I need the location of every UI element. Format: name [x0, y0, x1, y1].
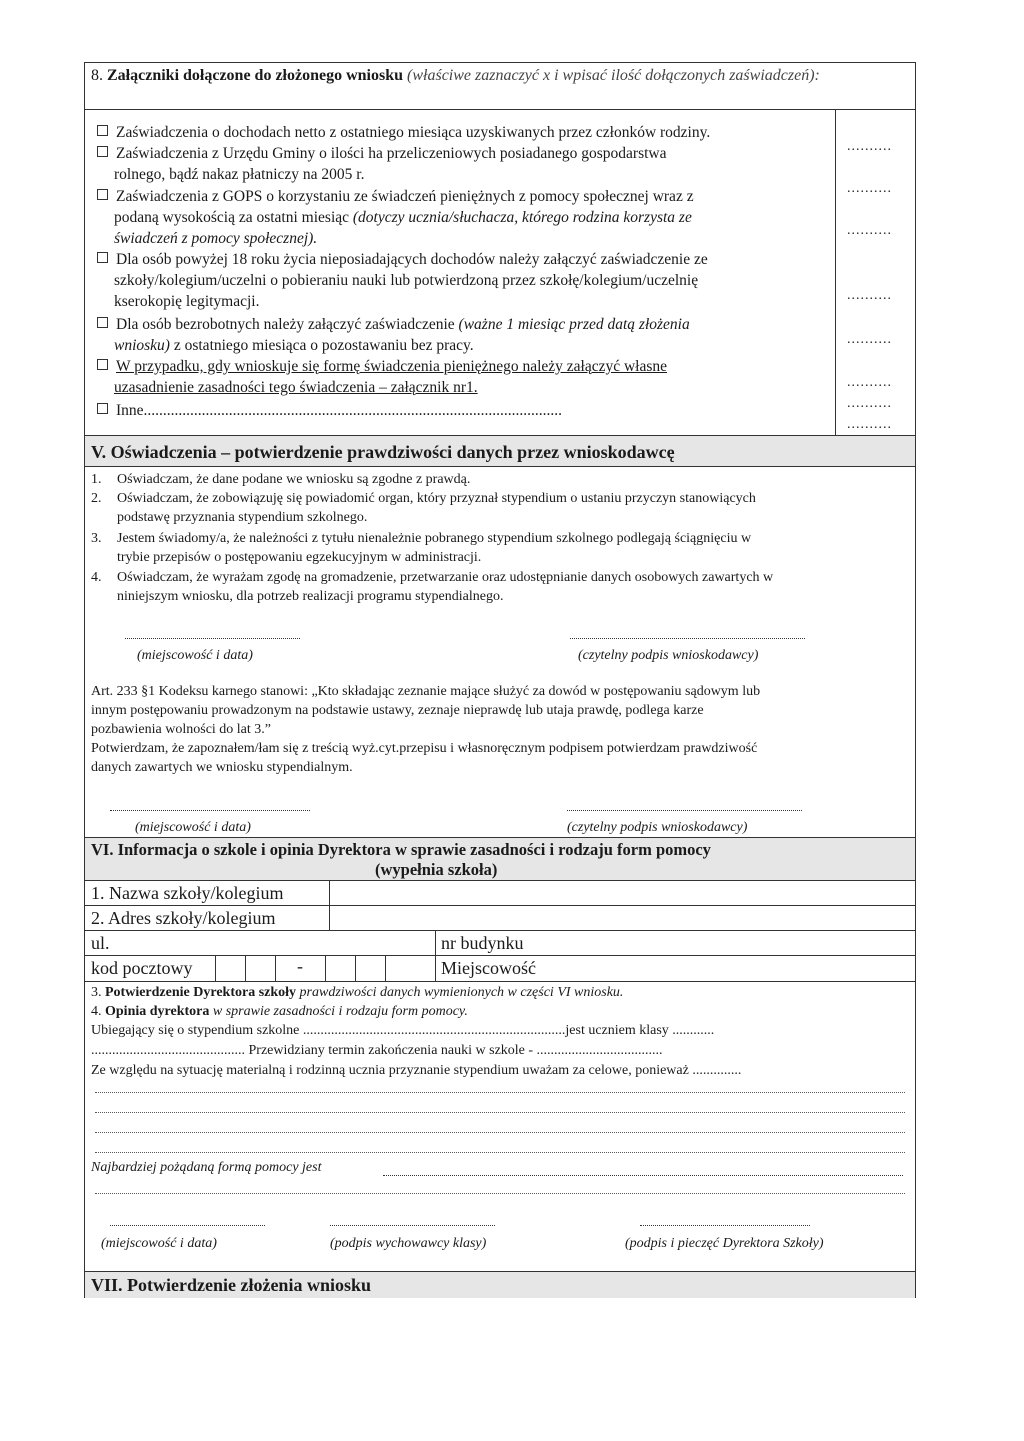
attachment-item-farm[interactable] [97, 144, 667, 163]
attachment-label-cont: kserokopię legitymacji. [114, 293, 260, 310]
applicant-signature-label-2: (czytelny podpis wnioskodawcy) [567, 820, 748, 835]
director-signature-field[interactable] [640, 1225, 810, 1226]
attachment-label-cont [114, 208, 692, 227]
attachment-label-note: (dotyczy ucznia/słuchacza, którego rodzina korzysta ze [352, 209, 692, 226]
place-date-label-2: (miejscowość i data) [135, 820, 251, 835]
statement-number: 4. [91, 570, 102, 585]
attachments-note: (właściwe zaznaczyć x i wpisać ilość dołączonych zaświadczeń): [407, 67, 820, 84]
place-date-label: (miejscowość i data) [137, 648, 253, 663]
applicant-signature-label: (czytelny podpis wnioskodawcy) [578, 648, 759, 663]
attachment-label-cont [114, 336, 474, 355]
point-bold: Potwierdzenie Dyrektora szkoły [105, 985, 297, 1000]
attachment-label-note: (ważne 1 miesiąc przed datą złożenia [458, 316, 690, 333]
attachment-label: Zaświadczenia z GOPS o korzystaniu ze świadczeń pieniężnych z pomocy społecznej wraz z [116, 188, 694, 205]
attachment-item-other[interactable] [97, 401, 562, 420]
director-signature-label: (podpis i pieczęć Dyrektora Szkoły) [625, 1236, 824, 1251]
art233-text-cont: innym postępowaniu prowadzonym na podstawie ustawy, zeznaje nieprawdę lub utaja prawdę, podlega karze [91, 703, 704, 718]
checkbox-icon[interactable] [97, 317, 108, 328]
preferred-aid-label: Najbardziej pożądaną formą pomocy jest [91, 1160, 322, 1175]
statement-number: 1. [91, 472, 102, 487]
statement-text-cont: podstawę przyznania stypendium szkolnego. [117, 510, 368, 525]
section-vii-title: VII. Potwierdzenie złożenia wniosku [91, 1275, 371, 1295]
attachment-item-justification[interactable] [97, 357, 667, 376]
school-name-input[interactable] [330, 881, 915, 905]
teacher-signature-field[interactable] [330, 1225, 495, 1226]
count-field-over18[interactable]: .......... [847, 288, 892, 303]
attachment-label-note: wniosku) [114, 337, 170, 354]
section-vi-title: VI. Informacja o szkole i opinia Dyrektora w sprawie zasadności i rodzaju form pomocy [91, 840, 711, 859]
attachments-title [91, 66, 901, 86]
point-number: 4. [91, 1004, 105, 1019]
art233-text-cont: pozbawienia wolności do lat 3.” [91, 722, 272, 737]
checkbox-icon[interactable] [97, 125, 108, 136]
attachment-label-cont: rolnego, bądź nakaz płatniczy na 2005 r. [114, 166, 365, 183]
justification-field-2[interactable] [95, 1112, 905, 1113]
attachment-label-cont: świadczeń z pomocy społecznej). [114, 230, 318, 247]
attachment-label-part: podaną wysokością za ostatni miesiąc [114, 209, 353, 226]
attachment-label: Inne............................................................................................................ [116, 402, 563, 419]
preferred-aid-field[interactable] [383, 1175, 903, 1176]
count-field-gops[interactable]: .......... [847, 223, 892, 238]
justification-field-1[interactable] [95, 1092, 905, 1093]
preferred-aid-field-2[interactable] [95, 1193, 905, 1194]
checkbox-icon[interactable] [97, 252, 108, 263]
attachment-label: Zaświadczenia o dochodach netto z ostatniego miesiąca uzyskiwanych przez członków rodziny. [116, 124, 711, 141]
statement-number: 2. [91, 491, 102, 506]
applicant-class-line[interactable]: Ubiegający się o stypendium szkolne ...........................................................................jest uczniem klasy ............ [91, 1023, 715, 1038]
place-date-field-3[interactable] [110, 1225, 265, 1226]
count-field-extra[interactable]: .......... [847, 417, 892, 432]
form-page [84, 62, 916, 1298]
street-label: ul. [91, 933, 110, 953]
statement-text: Oświadczam, że wyrażam zgodę na gromadzenie, przetwarzanie oraz udostępnianie danych osobowych zawartych w [117, 570, 774, 585]
attachment-item-gops[interactable] [97, 187, 694, 206]
point-bold: Opinia dyrektora [105, 1004, 210, 1019]
attachment-label: Dla osób bezrobotnych należy załączyć zaświadczenie [116, 316, 459, 333]
count-field-income[interactable]: .......... [847, 139, 892, 154]
attachment-label: W przypadku, gdy wnioskuje się formę świadczenia pieniężnego należy załączyć własne [116, 358, 668, 375]
attachment-item-unemployed[interactable] [97, 315, 690, 334]
attachments-heading: Załączniki dołączone do złożonego wniosku [107, 67, 404, 84]
count-field-justification[interactable]: .......... [847, 375, 892, 390]
statement-text: Oświadczam, że zobowiązuję się powiadomić organ, który przyznał stypendium o ustaniu przyczyn stanowiących [117, 491, 756, 506]
place-date-label-3: (miejscowość i data) [101, 1236, 217, 1251]
count-field-farm[interactable]: .......... [847, 181, 892, 196]
art233-text: Art. 233 §1 Kodeksu karnego stanowi: „Kto składając zeznanie mające służyć za dowód w postępowaniu sądowym lub [91, 684, 761, 699]
statement-text: Oświadczam, że dane podane we wniosku są zgodne z prawdą. [117, 472, 471, 487]
city-label: Miejscowość [441, 958, 536, 978]
attachment-label-cont: uzasadnienie zasadności tego świadczenia – załącznik nr1. [114, 379, 478, 396]
checkbox-icon[interactable] [97, 359, 108, 370]
building-number-label: nr budynku [441, 933, 524, 953]
graduation-term-line[interactable]: ............................................ Przewidziany termin zakończenia nauki w szkole - .................................... [91, 1043, 663, 1058]
section-vi-subtitle: (wypełnia szkoła) [375, 860, 498, 879]
postal-code-input[interactable] [216, 956, 384, 980]
place-date-field[interactable] [125, 638, 300, 639]
count-field-other[interactable]: .......... [847, 396, 892, 411]
checkbox-icon[interactable] [97, 189, 108, 200]
postal-code-label: kod pocztowy [91, 958, 193, 978]
section-v-title: V. Oświadczenia – potwierdzenie prawdziwości danych przez wnioskodawcę [91, 442, 675, 462]
school-address-label: 2. Adres szkoły/kolegium [91, 908, 276, 928]
street-input[interactable] [115, 931, 435, 954]
attachment-label-cont: szkoły/kolegium/uczelni o pobieraniu nauki lub potwierdzoną przez szkołę/kolegium/uczelnię [114, 272, 699, 289]
statement-text: Jestem świadomy/a, że należności z tytułu nienależnie pobranego stypendium szkolnego podlegają ściągnięciu w [117, 531, 752, 546]
attachment-label: Dla osób powyżej 18 roku życia nieposiadających dochodów należy załączyć zaświadczenie ze [116, 251, 708, 268]
school-name-label: 1. Nazwa szkoły/kolegium [91, 883, 284, 903]
postal-code-dash: - [297, 956, 303, 976]
attachment-item-income[interactable] [97, 123, 710, 142]
confirmation-text-cont: danych zawartych we wniosku stypendialnym. [91, 760, 353, 775]
count-field-unemployed[interactable]: .......... [847, 332, 892, 347]
place-date-field-2[interactable] [110, 810, 310, 811]
justification-field-4[interactable] [95, 1152, 905, 1153]
attachments-number: 8. [91, 67, 103, 84]
attachment-label-part: z ostatniego miesiąca o pozostawaniu bez pracy. [169, 337, 474, 354]
statement-text-cont: trybie przepisów o postępowaniu egzekucyjnym w administracji. [117, 550, 482, 565]
director-confirmation [91, 984, 623, 1002]
checkbox-icon[interactable] [97, 146, 108, 157]
statement-text-cont: niniejszym wniosku, dla potrzeb realizacji programu stypendialnego. [117, 589, 504, 604]
justification-field-3[interactable] [95, 1132, 905, 1133]
attachment-label: Zaświadczenia z Urzędu Gminy o ilości ha przeliczeniowych posiadanego gospodarstwa [116, 145, 667, 162]
applicant-signature-field[interactable] [570, 638, 805, 639]
point-number: 3. [91, 985, 105, 1000]
checkbox-icon[interactable] [97, 403, 108, 414]
teacher-signature-label: (podpis wychowawcy klasy) [330, 1236, 487, 1251]
applicant-signature-field-2[interactable] [567, 810, 802, 811]
statement-number: 3. [91, 531, 102, 546]
attachment-item-over18[interactable] [97, 250, 708, 269]
director-opinion [91, 1003, 468, 1021]
point-italic: w sprawie zasadności i rodzaju form pomocy. [209, 1004, 468, 1019]
point-italic: prawdziwości danych wymienionych w części VI wniosku. [296, 985, 624, 1000]
confirmation-text: Potwierdzam, że zapoznałem/łam się z treścią wyż.cyt.przepisu i własnoręcznym podpisem potwierdzam prawdziwość [91, 741, 758, 756]
justification-line[interactable]: Ze względu na sytuację materialną i rodzinną ucznia przyznanie stypendium uważam za celowe, ponieważ .............. [91, 1063, 742, 1078]
